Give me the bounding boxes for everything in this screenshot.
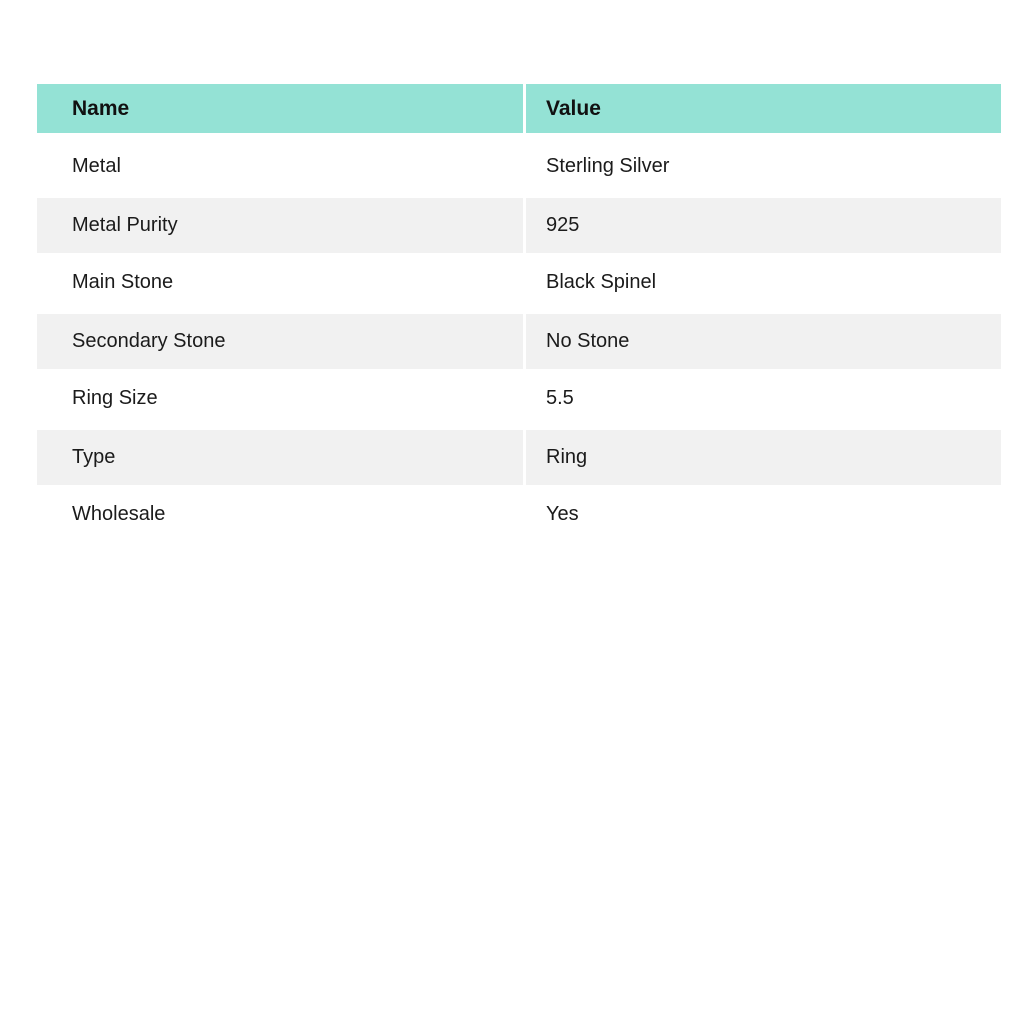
table-row (37, 311, 1001, 369)
attribute-value-cell: Black Spinel (546, 270, 657, 293)
product-spec-table (37, 84, 1001, 543)
attribute-name-cell: Main Stone (72, 270, 174, 293)
table-row (37, 427, 1001, 485)
table-header-row (37, 84, 1001, 133)
column-header-name: Name (37, 84, 523, 133)
attribute-value-cell: No Stone (526, 311, 1001, 369)
attribute-name-cell: Secondary Stone (37, 311, 523, 369)
attribute-value-cell: Yes (546, 502, 579, 525)
attribute-name-cell: Metal (72, 154, 121, 177)
attribute-name-cell: Wholesale (72, 502, 166, 525)
attribute-value-cell: 5.5 (546, 386, 574, 409)
table-row (37, 253, 1001, 311)
table-body (37, 137, 1001, 543)
table-row (37, 195, 1001, 253)
table-row (37, 369, 1001, 427)
attribute-name-cell: Type (37, 427, 523, 485)
column-header-value: Value (526, 84, 1001, 133)
table-row (37, 485, 1001, 543)
attribute-value-cell: 925 (526, 195, 1001, 253)
attribute-name-cell: Ring Size (72, 386, 158, 409)
attribute-value-cell: Sterling Silver (546, 154, 670, 177)
attribute-name-cell: Metal Purity (37, 195, 523, 253)
table-row (37, 137, 1001, 195)
attribute-value-cell: Ring (526, 427, 1001, 485)
